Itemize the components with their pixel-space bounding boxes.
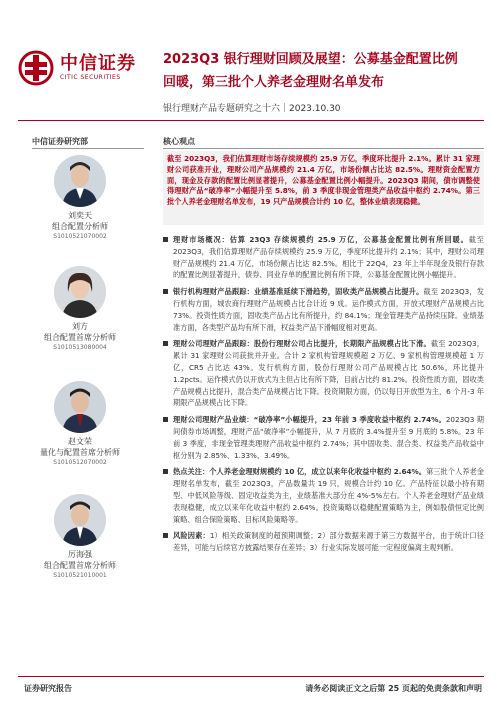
analyst-name: 刘方 <box>72 322 88 331</box>
report-title <box>163 48 483 94</box>
section-risk-factors <box>163 530 484 554</box>
footer-divider <box>18 676 484 677</box>
analyst-card <box>0 494 160 581</box>
analyst-card <box>0 266 160 353</box>
sidebar-title: 中信证券研究部 <box>32 137 88 146</box>
section-body: 截至 2023Q3，我们估算理财产品存续规模约 25.9 万亿，季度环比提升约 2.1%；其中，理财公司理财产品规模约 21.4 万亿，市场份额占比达 82.5%。相比于 22Q4，23 年上半年现金及银行存款的配置比例显著提升，债券、同业存单的配置比例有所下降，公募基金配置比例小幅提升。 <box>173 235 484 280</box>
section-body: 截至 2023Q3，累计 31 家理财公司获批并开业。合计 2 家机构管理规模超 2 万亿、9 家机构管理规模超 1 万亿，CR5 占比达 43%。发行机构方面，股份行理财公司产品规模占比 50.6%，环比提升 1.2pcts。运作模式仍以开放式为主但占比有所下降，目前占比约 81.2%。投资性质方面，固收类产品规模占比提升，混合类产品规模占比下降。投资期限方面，仍以每日开放型为主，6 个月-3 年期限产品规模占比下降。 <box>173 339 485 408</box>
header-divider <box>18 120 484 121</box>
report-header <box>0 0 500 128</box>
analyst-photo <box>54 381 106 433</box>
analyst-role: 组合配置分析师 <box>52 222 108 231</box>
core-views-title: 核心观点 <box>163 137 195 146</box>
analyst-photo <box>54 266 106 318</box>
square-bullet-icon <box>163 289 168 294</box>
section-heading: 理财市场概况：估算 23Q3 存续规模约 25.9 万亿，公募基金配置比例有所回暖。 <box>173 235 469 244</box>
analyst-name: 厉海强 <box>68 550 92 559</box>
square-bullet-icon <box>163 533 168 538</box>
section-heading: 风险因素： <box>173 531 210 541</box>
section-heading: 理财公司理财产品跟踪：股份行理财公司占比提升，长期限产品规模占比下滑。 <box>173 339 431 349</box>
footer-disclaimer: 请务必阅读正文之后第 25 页起的免责条款和声明 <box>305 684 482 693</box>
square-bullet-icon <box>163 469 168 474</box>
square-bullet-icon <box>163 237 168 242</box>
report-title-line1: 2023Q3 银行理财回顾及展望：公募基金配置比例 <box>163 52 458 67</box>
section-body: 2023Q3 期间债券市场调整，理财产品“破净率”小幅提升，从 7 月底的 3.4%提升至 9 月底的 5.8%。23 年前 3 季度，非现金管理类理财产品收益中枢约 2.74%；其中固收类、混合类、权益类产品收益中枢分别为 2.85%、1.33%、3.49%。 <box>173 415 484 460</box>
section-bank-products <box>163 286 484 333</box>
section-body: 截至 2023Q3，发行机构方面，城农商行理财产品规模占比合计近 9 成。运作模式方面，开放式理财产品规模占比 73%。投资性质方面，固收类产品占比有所提升，约 84.1%；现金管理类产品持续压降。业绩基准方面，各类型产品均有所下滑，权益类产品下滑幅度相对更高。 <box>173 287 484 332</box>
analyst-cert: S1010512070002 <box>53 459 107 466</box>
section-heading: 理财公司理财产品业绩：“破净率”小幅提升，23 年前 3 季度收益中枢约 2.74%。 <box>173 415 446 425</box>
core-views-divider <box>163 148 484 149</box>
content-sections <box>163 234 484 559</box>
section-body: 1）相关政策制度的超预期调整；2）部分数据来源于第三方数据平台，由于统计口径差异，可能与后续官方披露结果存在差异；3）行业实际发展可能一定程度偏离主观判断。 <box>173 531 484 553</box>
analyst-cert: S1010521070002 <box>53 233 107 240</box>
analyst-role: 量化与配置首席分析师 <box>40 448 120 457</box>
analyst-name: 赵文荣 <box>68 437 92 446</box>
section-heading: 银行机构理财产品跟踪：业绩基准延续下滑趋势，固收类产品规模占比提升。 <box>173 287 424 297</box>
report-title-line2: 回暖，第三批个人养老金理财名单发布 <box>163 75 385 90</box>
analyst-card <box>0 381 160 468</box>
core-summary-text: 截至 2023Q3，我们估算理财市场存续规模约 25.9 万亿，季度环比提升 2.1%。累计 31 家理财公司获准开业，理财公司产品规模约 21.4 万亿，市场份额占比达 82.5%。理财资金配置方面，现金及存款的配置比例显著提升，公募基金配置比例小幅提升。2023Q3 期间，债市调整使得理财产品“破净率”小幅提升至 5.8%，前 3 季度非现金管理类产品收益中枢约 2.74%。第三批个人养老金理财名单发布，19 只产品规模合计约 10 亿，整体业绩表现稳健。 <box>167 154 480 207</box>
brand-name-cn: 中信证券 <box>60 53 136 74</box>
analyst-card <box>0 155 160 242</box>
analyst-role: 组合配置首席分析师 <box>44 561 116 570</box>
section-market-overview <box>163 234 484 281</box>
section-performance <box>163 414 484 461</box>
section-heading: 热点关注：个人养老金理财规模约 10 亿，成立以来年化收益中枢约 2.64%。 <box>173 467 427 477</box>
footer-label: 证券研究报告 <box>24 684 72 693</box>
section-hot-topics <box>163 466 484 525</box>
core-summary-box <box>163 151 484 225</box>
analyst-name: 刘奕天 <box>68 211 92 220</box>
analyst-cert: S1010513080004 <box>53 344 107 351</box>
sidebar-divider <box>32 148 144 149</box>
report-subtitle: 银行理财产品专题研究之十六｜2023.10.30 <box>163 104 341 114</box>
analyst-photo <box>54 494 106 546</box>
section-body: 第三批个人养老金理财名单发布，截至 2023Q3，产品数量共 19 只，规模合计约 10 亿。产品特征以最小持有期型、中低风险等级、固定收益类为主，业绩基准大部分在 4%-5%左右。个人养老金理财产品业绩表现稳健，成立以来年化收益中枢约 2.64%。投资策略以稳健配置策略为主，例如股债恒定比例策略、组合保险策略、目标风险策略等。 <box>173 467 484 524</box>
analyst-photo <box>54 155 106 207</box>
analyst-role: 组合配置首席分析师 <box>44 333 116 342</box>
citic-logo-icon <box>18 50 54 86</box>
brand-name-en: CITIC SECURITIES <box>60 74 121 81</box>
square-bullet-icon <box>163 341 168 346</box>
square-bullet-icon <box>163 417 168 422</box>
section-wealth-company-products <box>163 338 484 409</box>
analyst-cert: S1010521010001 <box>53 572 107 579</box>
brand-logo <box>18 50 136 86</box>
